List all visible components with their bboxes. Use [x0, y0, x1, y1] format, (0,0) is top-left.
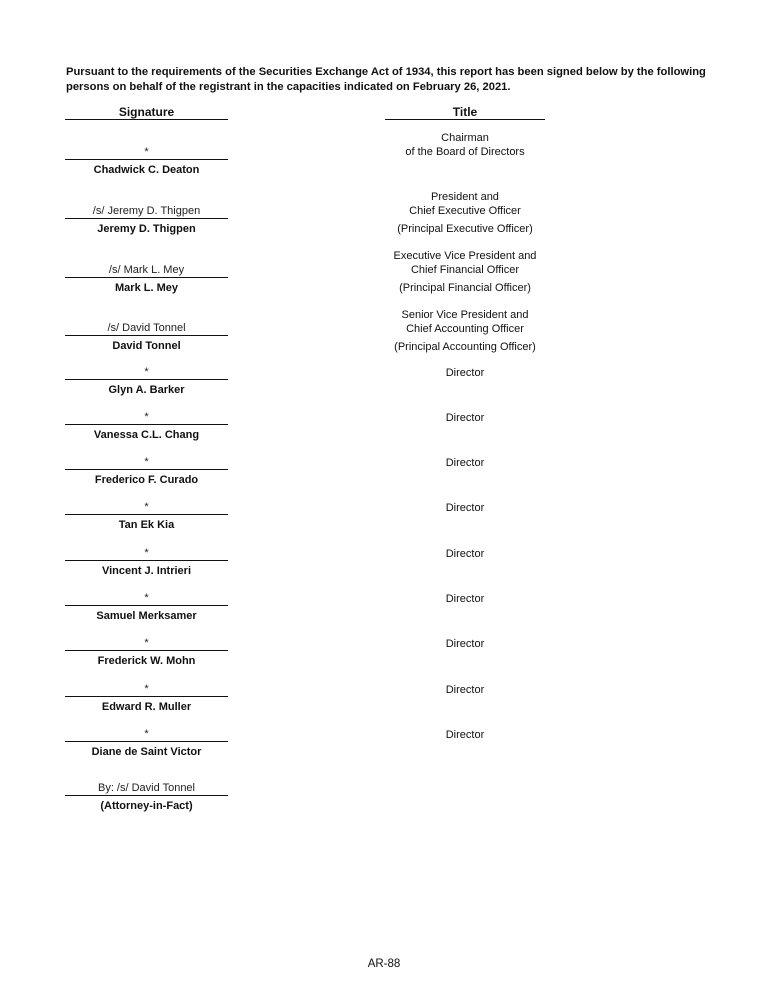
title-line: Senior Vice President and	[401, 309, 529, 321]
signature-line: *	[65, 501, 228, 515]
signer-name: Frederick W. Mohn	[97, 655, 196, 667]
signer-name: Edward R. Muller	[101, 701, 192, 713]
title-line: Chief Executive Officer	[409, 205, 521, 217]
signature-block	[65, 637, 228, 668]
signature-line: *	[65, 592, 228, 606]
attorney-label: (Attorney-in-Fact)	[100, 800, 193, 812]
title-block	[385, 190, 545, 236]
title-line: of the Board of Directors	[405, 146, 525, 158]
page-number: AR-88	[367, 958, 401, 970]
intro-paragraph: Pursuant to the requirements of the Securities Exchange Act of 1934, this report has been signed below by the following persons on behalf of the registrant in the capacities indicated on February 26, 2021.	[66, 66, 706, 93]
signature-block	[65, 264, 228, 295]
title-block	[385, 456, 545, 470]
title-line: Executive Vice President and	[393, 250, 537, 262]
title-line: President and	[431, 191, 499, 203]
title-line: Director	[445, 729, 485, 741]
signer-name: Chadwick C. Deaton	[93, 164, 200, 176]
signature-line: *	[65, 366, 228, 380]
signature-block	[65, 205, 228, 236]
attorney-block	[65, 782, 228, 813]
title-line: Director	[445, 457, 485, 469]
title-block	[385, 683, 545, 697]
signer-name: Tan Ek Kia	[118, 519, 175, 531]
title-capacity: (Principal Financial Officer)	[399, 282, 531, 294]
title-block	[385, 131, 545, 159]
signer-name: David Tonnel	[112, 340, 181, 352]
signer-name: Mark L. Mey	[115, 282, 178, 294]
signature-block	[65, 411, 228, 442]
signature-line: /s/ Jeremy D. Thigpen	[65, 205, 228, 219]
title-block	[385, 501, 545, 515]
title-line: Chairman	[441, 132, 489, 144]
title-block	[385, 592, 545, 606]
signer-name: Jeremy D. Thigpen	[97, 223, 196, 235]
title-block	[385, 547, 545, 561]
title-line: Director	[445, 684, 485, 696]
signature-block	[65, 366, 228, 397]
title-line: Director	[445, 548, 485, 560]
signature-line: /s/ Mark L. Mey	[65, 264, 228, 278]
title-block	[385, 249, 545, 295]
attorney-signature-line: By: /s/ David Tonnel	[65, 782, 228, 796]
title-line: Director	[445, 638, 485, 650]
signer-name: Samuel Merksamer	[96, 610, 197, 622]
signer-name: Diane de Saint Victor	[91, 746, 202, 758]
signature-block	[65, 456, 228, 487]
signature-block	[65, 683, 228, 714]
signer-name: Vincent J. Intrieri	[101, 565, 192, 577]
signature-header: Signature	[65, 105, 228, 120]
title-capacity: (Principal Executive Officer)	[397, 223, 533, 235]
title-line: Chief Financial Officer	[410, 264, 519, 276]
title-block	[385, 637, 545, 651]
signature-block	[65, 146, 228, 177]
title-line: Director	[445, 502, 485, 514]
signature-line: /s/ David Tonnel	[65, 322, 228, 336]
title-capacity: (Principal Accounting Officer)	[394, 341, 536, 353]
title-line: Chief Accounting Officer	[406, 323, 524, 335]
signature-block	[65, 322, 228, 353]
title-block	[385, 411, 545, 425]
signature-line: *	[65, 683, 228, 697]
signature-line: *	[65, 728, 228, 742]
signature-line: *	[65, 411, 228, 425]
signature-line: *	[65, 146, 228, 160]
signer-name: Frederico F. Curado	[94, 474, 199, 486]
title-block	[385, 728, 545, 742]
signature-block	[65, 728, 228, 759]
signature-line: *	[65, 637, 228, 651]
title-header: Title	[385, 105, 545, 120]
title-line: Director	[445, 593, 485, 605]
title-block	[385, 308, 545, 354]
signature-block	[65, 592, 228, 623]
signer-name: Glyn A. Barker	[108, 384, 185, 396]
signature-block	[65, 547, 228, 578]
title-block	[385, 366, 545, 380]
title-line: Director	[445, 367, 485, 379]
signature-line: *	[65, 456, 228, 470]
signer-name: Vanessa C.L. Chang	[93, 429, 200, 441]
signature-block	[65, 501, 228, 532]
signature-line: *	[65, 547, 228, 561]
title-line: Director	[445, 412, 485, 424]
